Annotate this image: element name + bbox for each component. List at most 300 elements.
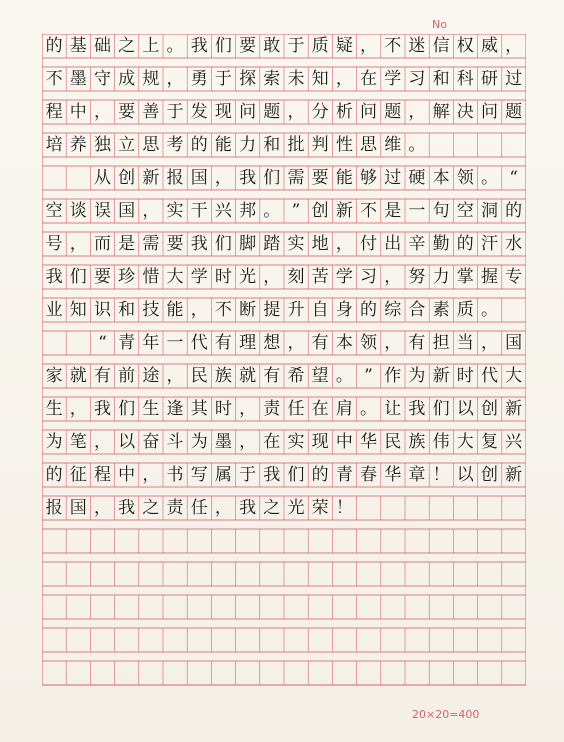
essay-char: 勇 <box>190 69 208 89</box>
essay-char: 就 <box>69 366 87 386</box>
essay-char: “ <box>98 333 107 353</box>
essay-char: 付 <box>360 234 378 254</box>
essay-char: 就 <box>239 366 257 386</box>
essay-char: 在 <box>311 399 329 419</box>
essay-char: ， <box>480 333 498 353</box>
essay-line <box>42 199 526 223</box>
essay-char: 成 <box>118 69 136 89</box>
essay-char: 不 <box>384 36 402 56</box>
writing-grid <box>42 34 526 694</box>
essay-char: ， <box>69 234 87 254</box>
essay-char: ， <box>408 102 426 122</box>
essay-char: 。 <box>360 399 378 419</box>
essay-char: 一 <box>408 201 426 221</box>
essay-char: 大 <box>505 366 523 386</box>
essay-char: 解 <box>432 102 450 122</box>
essay-char: ， <box>142 201 160 221</box>
essay-char: 光 <box>239 267 257 287</box>
essay-line <box>42 133 526 157</box>
essay-char: 踏 <box>263 234 281 254</box>
essay-char: 之 <box>142 498 160 518</box>
essay-char: 识 <box>93 300 111 320</box>
essay-char: 光 <box>287 498 305 518</box>
essay-char: 权 <box>456 36 474 56</box>
essay-char: 需 <box>142 234 160 254</box>
essay-char: 的 <box>45 465 63 485</box>
essay-char: 思 <box>142 135 160 155</box>
essay-char: 复 <box>480 432 498 452</box>
essay-char: 疑 <box>335 36 353 56</box>
essay-char: 们 <box>118 399 136 419</box>
essay-char: 写 <box>190 465 208 485</box>
essay-char: 肩 <box>335 399 353 419</box>
essay-char: 洞 <box>480 201 498 221</box>
essay-char: 问 <box>480 102 498 122</box>
essay-char: 望 <box>311 366 329 386</box>
essay-char: 我 <box>93 399 111 419</box>
essay-char: 空 <box>456 201 474 221</box>
essay-char: 。 <box>480 300 498 320</box>
essay-char: ， <box>93 498 111 518</box>
essay-char: 探 <box>239 69 257 89</box>
essay-char: 问 <box>360 102 378 122</box>
essay-char: 规 <box>142 69 160 89</box>
essay-char: 奋 <box>142 432 160 452</box>
essay-char: 批 <box>287 135 305 155</box>
essay-char: 我 <box>408 399 426 419</box>
essay-char: 要 <box>118 102 136 122</box>
essay-char: 力 <box>432 267 450 287</box>
essay-line <box>42 430 526 454</box>
essay-char: 创 <box>118 168 136 188</box>
essay-char: 领 <box>360 333 378 353</box>
essay-char: 当 <box>456 333 474 353</box>
essay-char: 信 <box>432 36 450 56</box>
essay-char: 自 <box>311 300 329 320</box>
essay-char: 时 <box>456 366 474 386</box>
essay-char: 墨 <box>214 432 232 452</box>
essay-char: 知 <box>69 300 87 320</box>
essay-char: 珍 <box>118 267 136 287</box>
essay-line <box>42 364 526 388</box>
essay-char: 征 <box>69 465 87 485</box>
essay-char: ， <box>239 399 257 419</box>
essay-char: ， <box>93 102 111 122</box>
essay-char: ， <box>142 465 160 485</box>
essay-line <box>42 397 526 421</box>
essay-char: 能 <box>214 135 232 155</box>
essay-char: ， <box>335 69 353 89</box>
essay-line <box>42 463 526 487</box>
essay-char: 一 <box>166 333 184 353</box>
essay-char: 为 <box>190 432 208 452</box>
essay-char: 。 <box>335 366 353 386</box>
essay-char: ， <box>384 333 402 353</box>
essay-char: 题 <box>263 102 281 122</box>
essay-char: 力 <box>239 135 257 155</box>
essay-line <box>42 496 526 520</box>
essay-char: 华 <box>360 432 378 452</box>
essay-char: 新 <box>335 201 353 221</box>
essay-char: 们 <box>263 168 281 188</box>
essay-char: 判 <box>311 135 329 155</box>
essay-char: 地 <box>311 234 329 254</box>
essay-char: 们 <box>214 36 232 56</box>
essay-char: 过 <box>505 69 523 89</box>
essay-char: 素 <box>432 300 450 320</box>
essay-line <box>42 67 526 91</box>
essay-char: 学 <box>384 69 402 89</box>
essay-char: 青 <box>118 333 136 353</box>
essay-char: 题 <box>384 102 402 122</box>
essay-char: 刻 <box>287 267 305 287</box>
essay-char: 性 <box>335 135 353 155</box>
essay-char: 学 <box>335 267 353 287</box>
essay-char: 生 <box>142 399 160 419</box>
essay-char: 考 <box>166 135 184 155</box>
essay-char: 前 <box>118 366 136 386</box>
essay-char: 墨 <box>69 69 87 89</box>
essay-char: 任 <box>190 498 208 518</box>
essay-char: 创 <box>311 201 329 221</box>
essay-char: ， <box>505 36 523 56</box>
essay-char: 国 <box>505 333 523 353</box>
essay-char: 有 <box>93 366 111 386</box>
essay-char: 程 <box>93 465 111 485</box>
essay-char: ， <box>287 102 305 122</box>
essay-char: 。 <box>408 135 426 155</box>
essay-char: 不 <box>360 201 378 221</box>
essay-char: 创 <box>480 465 498 485</box>
essay-char: 专 <box>505 267 523 287</box>
essay-char: 实 <box>166 201 184 221</box>
essay-line <box>42 331 526 355</box>
essay-char: 苦 <box>311 267 329 287</box>
essay-char: 属 <box>214 465 232 485</box>
essay-char: 要 <box>166 234 184 254</box>
essay-char: 们 <box>214 234 232 254</box>
essay-line <box>42 34 526 58</box>
essay-char: 掌 <box>456 267 474 287</box>
essay-char: 为 <box>408 366 426 386</box>
essay-char: 新 <box>432 366 450 386</box>
essay-char: 迷 <box>408 36 426 56</box>
essay-char: 为 <box>45 432 63 452</box>
essay-char: 中 <box>118 465 136 485</box>
essay-char: 领 <box>456 168 474 188</box>
essay-char: 干 <box>190 201 208 221</box>
essay-char: 逢 <box>166 399 184 419</box>
essay-line <box>42 166 526 190</box>
essay-char: 在 <box>360 69 378 89</box>
essay-char: 本 <box>335 333 353 353</box>
essay-char: 要 <box>311 168 329 188</box>
essay-char: 和 <box>263 135 281 155</box>
essay-char: 知 <box>311 69 329 89</box>
essay-char: 在 <box>263 432 281 452</box>
essay-char: 新 <box>505 399 523 419</box>
essay-char: 辛 <box>408 234 426 254</box>
essay-char: 学 <box>190 267 208 287</box>
essay-line <box>42 265 526 289</box>
essay-char: 句 <box>432 201 450 221</box>
essay-char: 硬 <box>408 168 426 188</box>
essay-char <box>42 331 66 355</box>
essay-char: 生 <box>45 399 63 419</box>
essay-char: 不 <box>45 69 63 89</box>
essay-char: 国 <box>118 201 136 221</box>
essay-char: 。 <box>263 201 281 221</box>
essay-char: 有 <box>408 333 426 353</box>
essay-char: ， <box>287 333 305 353</box>
essay-char: 时 <box>214 267 232 287</box>
essay-char: 质 <box>311 36 329 56</box>
essay-char: 上 <box>142 36 160 56</box>
essay-char: 的 <box>311 465 329 485</box>
essay-char: 现 <box>214 102 232 122</box>
essay-char: 青 <box>335 465 353 485</box>
essay-char: 脚 <box>239 234 257 254</box>
essay-char: ， <box>93 432 111 452</box>
essay-char: 勤 <box>432 234 450 254</box>
essay-char: 要 <box>239 36 257 56</box>
essay-char: 习 <box>360 267 378 287</box>
essay-char: 础 <box>93 36 111 56</box>
essay-char: 作 <box>384 366 402 386</box>
essay-char: ， <box>214 498 232 518</box>
essay-char: 书 <box>166 465 184 485</box>
essay-char: 问 <box>239 102 257 122</box>
essay-char: 实 <box>287 432 305 452</box>
essay-char: 于 <box>166 102 184 122</box>
essay-char: 合 <box>408 300 426 320</box>
essay-char: 未 <box>287 69 305 89</box>
essay-char: 威 <box>480 36 498 56</box>
essay-char: 研 <box>480 69 498 89</box>
essay-char: 华 <box>384 465 402 485</box>
essay-char: 要 <box>93 267 111 287</box>
essay-char: 以 <box>456 399 474 419</box>
essay-char: 有 <box>263 366 281 386</box>
grid-size-label: 20×20=400 <box>412 708 480 721</box>
essay-char: 过 <box>384 168 402 188</box>
essay-char: 章 <box>408 465 426 485</box>
essay-char: 空 <box>45 201 63 221</box>
essay-char: 我 <box>239 498 257 518</box>
essay-char: 我 <box>190 36 208 56</box>
essay-char: 基 <box>69 36 87 56</box>
essay-char: 而 <box>93 234 111 254</box>
essay-char: 荣 <box>311 498 329 518</box>
essay-char: 新 <box>505 465 523 485</box>
essay-char: 有 <box>214 333 232 353</box>
essay-char: ， <box>360 36 378 56</box>
essay-char: 能 <box>335 168 353 188</box>
essay-char: 我 <box>45 267 63 287</box>
essay-char: ！ <box>335 498 353 518</box>
essay-char: 途 <box>142 366 160 386</box>
essay-char: 从 <box>93 168 111 188</box>
essay-char: 努 <box>408 267 426 287</box>
essay-char: 身 <box>335 300 353 320</box>
essay-char: 兴 <box>505 432 523 452</box>
essay-char: 的 <box>360 300 378 320</box>
essay-char: 决 <box>456 102 474 122</box>
essay-char: 谈 <box>69 201 87 221</box>
essay-char: “ <box>509 168 518 188</box>
essay-char: ， <box>214 168 232 188</box>
essay-line <box>42 100 526 124</box>
essay-char: ， <box>166 69 184 89</box>
essay-char: 春 <box>360 465 378 485</box>
essay-char: 任 <box>287 399 305 419</box>
essay-line <box>42 298 526 322</box>
essay-char: 。 <box>166 36 184 56</box>
essay-char: 和 <box>118 300 136 320</box>
essay-char <box>42 166 66 190</box>
essay-char: 创 <box>480 399 498 419</box>
essay-char: ！ <box>432 465 450 485</box>
essay-char: 分 <box>311 102 329 122</box>
essay-char: 号 <box>45 234 63 254</box>
essay-char: 于 <box>239 465 257 485</box>
essay-char: 报 <box>45 498 63 518</box>
essay-char: 希 <box>287 366 305 386</box>
essay-char: 能 <box>166 300 184 320</box>
essay-char: 族 <box>214 366 232 386</box>
essay-char: 索 <box>263 69 281 89</box>
essay-char: 维 <box>384 135 402 155</box>
essay-char: 们 <box>287 465 305 485</box>
essay-char: 够 <box>360 168 378 188</box>
essay-char: 综 <box>384 300 402 320</box>
essay-char: 民 <box>190 366 208 386</box>
essay-char: 其 <box>190 399 208 419</box>
essay-char: 立 <box>118 135 136 155</box>
essay-char: 想 <box>263 333 281 353</box>
essay-char: 是 <box>118 234 136 254</box>
essay-char: 技 <box>142 300 160 320</box>
essay-char: 斗 <box>166 432 184 452</box>
essay-char: 敢 <box>263 36 281 56</box>
essay-char: 大 <box>456 432 474 452</box>
essay-char: 的 <box>45 36 63 56</box>
essay-char: ” <box>291 201 301 221</box>
essay-char: 之 <box>263 498 281 518</box>
essay-char: 于 <box>287 36 305 56</box>
essay-char: 之 <box>118 36 136 56</box>
essay-char: 。 <box>480 168 498 188</box>
essay-char: 族 <box>408 432 426 452</box>
essay-char: 惜 <box>142 267 160 287</box>
essay-char: 我 <box>263 465 281 485</box>
essay-char: 我 <box>190 234 208 254</box>
essay-char: 析 <box>335 102 353 122</box>
essay-char: 们 <box>69 267 87 287</box>
essay-char: ， <box>239 432 257 452</box>
essay-char: ， <box>190 300 208 320</box>
essay-char: 年 <box>142 333 160 353</box>
essay-char: 守 <box>93 69 111 89</box>
essay-char: 质 <box>456 300 474 320</box>
essay-char: 提 <box>263 300 281 320</box>
essay-char: 握 <box>480 267 498 287</box>
essay-char: 培 <box>45 135 63 155</box>
essay-char: 我 <box>239 168 257 188</box>
essay-char: 思 <box>360 135 378 155</box>
essay-char: 责 <box>263 399 281 419</box>
essay-char <box>66 331 90 355</box>
essay-char: 的 <box>190 135 208 155</box>
essay-char: 理 <box>239 333 257 353</box>
essay-char <box>66 166 90 190</box>
essay-char: 不 <box>214 300 232 320</box>
essay-char: 有 <box>311 333 329 353</box>
essay-char: 养 <box>69 135 87 155</box>
essay-char: 的 <box>505 201 523 221</box>
essay-char: 以 <box>456 465 474 485</box>
essay-char: 邦 <box>239 201 257 221</box>
essay-char: 报 <box>166 168 184 188</box>
essay-char: ， <box>335 234 353 254</box>
essay-char: 伟 <box>432 432 450 452</box>
essay-char: 实 <box>287 234 305 254</box>
essay-char: 时 <box>214 399 232 419</box>
essay-char: 发 <box>190 102 208 122</box>
essay-char: ” <box>364 366 373 386</box>
essay-char: 善 <box>142 102 160 122</box>
essay-char: 断 <box>239 300 257 320</box>
essay-line <box>42 232 526 256</box>
essay-char: 和 <box>432 69 450 89</box>
essay-char: 程 <box>45 102 63 122</box>
essay-char: ， <box>263 267 281 287</box>
essay-char: 出 <box>384 234 402 254</box>
essay-char: 国 <box>190 168 208 188</box>
essay-char: 让 <box>384 399 402 419</box>
essay-char: 题 <box>505 102 523 122</box>
page-number-label: No <box>432 18 447 31</box>
essay-char: 笔 <box>69 432 87 452</box>
essay-char: 代 <box>480 366 498 386</box>
essay-char: ， <box>69 399 87 419</box>
essay-char: 我 <box>118 498 136 518</box>
essay-char: ， <box>384 267 402 287</box>
essay-char: 水 <box>505 234 523 254</box>
essay-char: 家 <box>45 366 63 386</box>
essay-char: 代 <box>190 333 208 353</box>
essay-char: 中 <box>335 432 353 452</box>
essay-char: 误 <box>93 201 111 221</box>
essay-char: 责 <box>166 498 184 518</box>
essay-char: 是 <box>384 201 402 221</box>
essay-char: 中 <box>69 102 87 122</box>
essay-char: 升 <box>287 300 305 320</box>
essay-char: 以 <box>118 432 136 452</box>
essay-char: 需 <box>287 168 305 188</box>
essay-char: 的 <box>456 234 474 254</box>
essay-char: 们 <box>432 399 450 419</box>
essay-char: 于 <box>214 69 232 89</box>
essay-char: 汗 <box>480 234 498 254</box>
essay-char: 兴 <box>214 201 232 221</box>
essay-char: 独 <box>93 135 111 155</box>
essay-char: 科 <box>456 69 474 89</box>
essay-char: 现 <box>311 432 329 452</box>
essay-char: 本 <box>432 168 450 188</box>
essay-char: 习 <box>408 69 426 89</box>
essay-char: 新 <box>142 168 160 188</box>
